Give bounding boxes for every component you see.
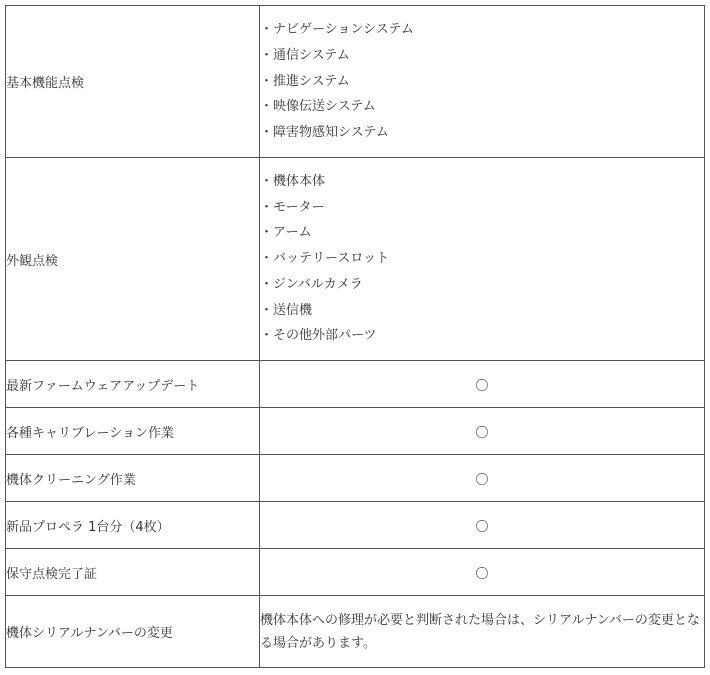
list-item: ・ 機体本体 [260, 169, 704, 195]
list-item: ・ モーター [260, 195, 704, 221]
row-label: 基本機能点検 [6, 6, 260, 158]
table-row [6, 408, 705, 455]
row-label: 最新ファームウェアアップデート [6, 361, 260, 408]
included-mark: 〇 [260, 455, 705, 502]
row-label: 機体クリーニング作業 [6, 455, 260, 502]
list-item: ・ バッテリースロット [260, 246, 704, 272]
row-label: 保守点検完了証 [6, 549, 260, 596]
list-item: ・ 推進システム [260, 69, 704, 95]
list-item: ・ 通信システム [260, 43, 704, 69]
table-row [6, 158, 705, 361]
included-mark: 〇 [260, 549, 705, 596]
list-item: ・ 障害物感知システム [260, 120, 704, 146]
row-label: 機体シリアルナンバーの変更 [6, 596, 260, 668]
row-value [260, 6, 705, 158]
included-mark: 〇 [260, 361, 705, 408]
service-table [5, 5, 705, 668]
table-row [6, 361, 705, 408]
table-row [6, 502, 705, 549]
included-mark: 〇 [260, 408, 705, 455]
list-item: ・ その他外部パーツ [260, 323, 704, 349]
list-item: ・ アーム [260, 220, 704, 246]
row-label: 外観点検 [6, 158, 260, 361]
check-list [260, 17, 704, 146]
list-item: ・ 映像伝送システム [260, 94, 704, 120]
row-value [260, 158, 705, 361]
list-item: ・ ナビゲーションシステム [260, 17, 704, 43]
table-row [6, 596, 705, 668]
included-mark: 〇 [260, 502, 705, 549]
check-list [260, 169, 704, 350]
row-note: 機体本体への修理が必要と判断された場合は、シリアルナンバーの変更となる場合があります。 [260, 596, 705, 668]
row-label: 各種キャリブレーション作業 [6, 408, 260, 455]
list-item: ・ ジンバルカメラ [260, 272, 704, 298]
row-label: 新品プロペラ 1台分（4枚） [6, 502, 260, 549]
list-item: ・ 送信機 [260, 298, 704, 324]
table-row [6, 549, 705, 596]
table-row [6, 455, 705, 502]
table-row [6, 6, 705, 158]
